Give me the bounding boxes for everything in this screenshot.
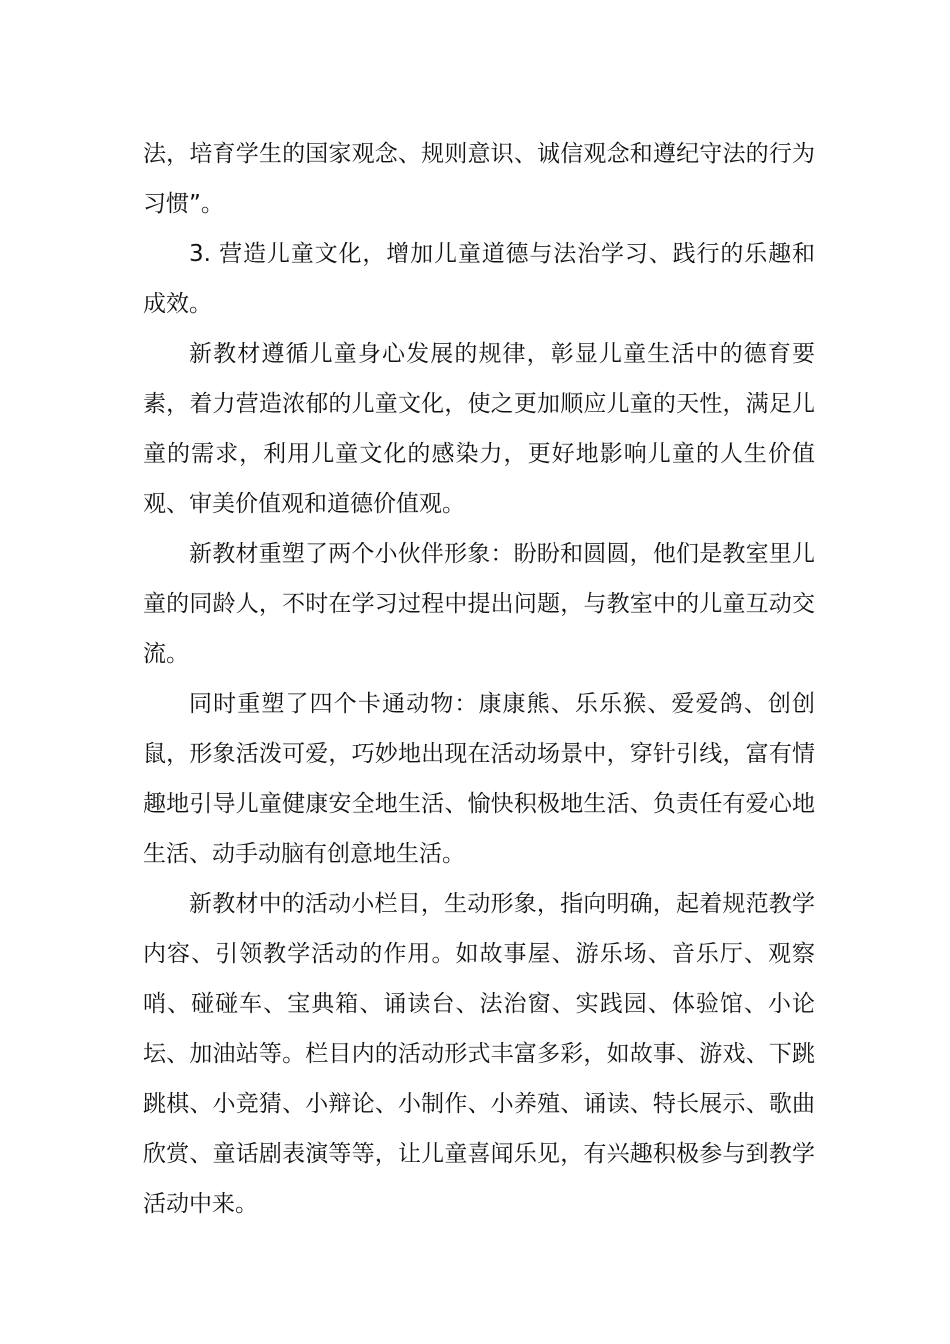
paragraph: 新教材遵循儿童身心发展的规律，彰显儿童生活中的德育要素，着力营造浓郁的儿童文化，使之更加顺应儿童的天性，满足儿童的需求，利用儿童文化的感染力，更好地影响儿童的人生价值观、审美价值观和道德价值观。: [143, 341, 815, 517]
paragraph: 新教材重塑了两个小伙伴形象：盼盼和圆圆，他们是教室里儿童的同龄人，不时在学习过程中提出问题，与教室中的儿童互动交流。: [143, 541, 815, 667]
paragraph: 新教材中的活动小栏目，生动形象，指向明确，起着规范教学内容、引领教学活动的作用。如故事屋、游乐场、音乐厅、观察哨、碰碰车、宝典箱、诵读台、法治窗、实践园、体验馆、小论坛、加油站等。栏目内的活动形式丰富多彩，如故事、游戏、下跳跳棋、小竞猜、小辩论、小制作、小养殖、诵读、特长展示、歌曲欣赏、童话剧表演等等，让儿童喜闻乐见，有兴趣积极参与到教学活动中来。: [143, 891, 815, 1217]
paragraph-continuation: 法，培育学生的国家观念、规则意识、诚信观念和遵纪守法的行为习惯”。: [143, 141, 815, 217]
paragraph-section-heading: 3. 营造儿童文化，增加儿童道德与法治学习、践行的乐趣和成效。: [143, 241, 815, 317]
document-body: [143, 129, 815, 1229]
paragraph: 同时重塑了四个卡通动物：康康熊、乐乐猴、爱爱鸽、创创鼠，形象活泼可爱，巧妙地出现在活动场景中，穿针引线，富有情趣地引导儿童健康安全地生活、愉快积极地生活、负责任有爱心地生活、动手动脑有创意地生活。: [143, 691, 815, 867]
